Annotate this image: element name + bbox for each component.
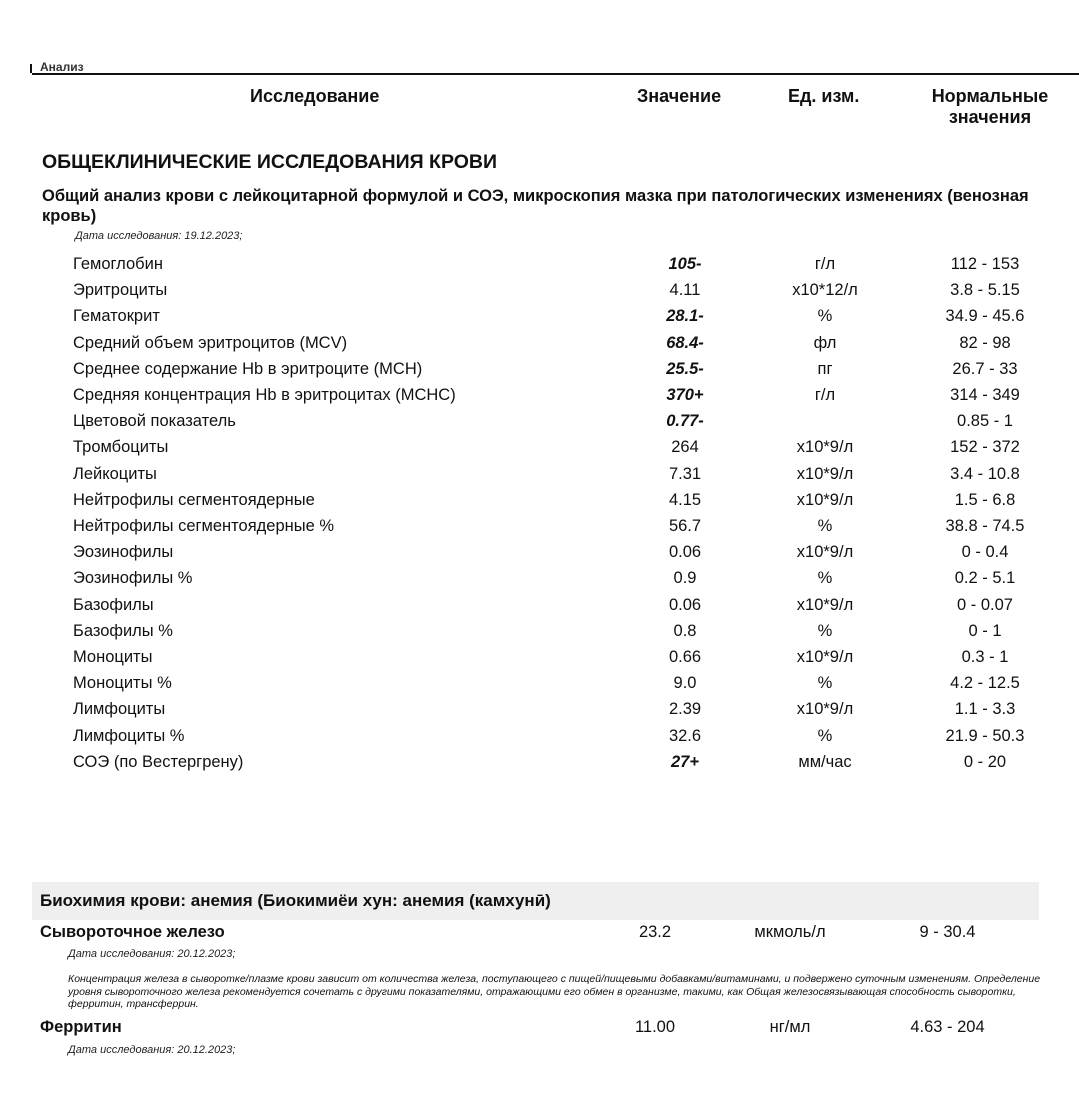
table-row bbox=[0, 438, 1079, 464]
cbc-date: Дата исследования: 19.12.2023; bbox=[75, 230, 243, 242]
result-unit: фл bbox=[813, 333, 837, 352]
biochemistry-section-title: Биохимия крови: анемия (Биокимиёи хун: анемия (камхунӣ) bbox=[40, 891, 551, 910]
result-unit: мм/час bbox=[798, 752, 852, 771]
result-value: 0.8 bbox=[673, 621, 697, 640]
table-row bbox=[0, 674, 1079, 700]
result-reference: 0.2 - 5.1 bbox=[954, 569, 1016, 588]
table-row bbox=[0, 517, 1079, 543]
result-name: Базофилы bbox=[73, 595, 154, 614]
result-name: Моноциты % bbox=[73, 674, 172, 693]
result-name: Гемоглобин bbox=[73, 255, 163, 273]
table-row bbox=[0, 700, 1079, 726]
table-row bbox=[0, 465, 1079, 491]
table-row bbox=[0, 360, 1079, 386]
table-row bbox=[0, 334, 1079, 360]
iron-note: Концентрация железа в сыворотке/плазме крови зависит от количества железа, поступающего с пищей/пищевыми добавками/витаминами, и подвержено суточным изменениям. Определение уровня сывороточного железа рекомендуется сочетать с другими показателями, отражающими его обмен в организме, такими, как Общая железосвязывающая способность сыворотки, ферритин, трансферрин. bbox=[68, 973, 1041, 1010]
result-value: 28.1- bbox=[666, 307, 704, 326]
table-row bbox=[0, 255, 1079, 281]
result-reference: 38.8 - 74.5 bbox=[945, 517, 1025, 535]
ferritin-reference: 4.63 - 204 bbox=[910, 1018, 985, 1036]
result-reference: 0 - 20 bbox=[963, 752, 1007, 771]
result-reference: 0.3 - 1 bbox=[961, 648, 1009, 666]
result-reference: 152 - 372 bbox=[950, 438, 1020, 457]
ferritin-name: Ферритин bbox=[40, 1018, 122, 1036]
ferritin-value: 11.00 bbox=[634, 1018, 676, 1036]
result-value: 105- bbox=[668, 255, 702, 273]
result-value: 0.9 bbox=[673, 569, 697, 588]
biochemistry-section-bar bbox=[32, 882, 1039, 920]
cut-off-header-fragment bbox=[30, 58, 120, 73]
table-row bbox=[0, 648, 1079, 674]
header-reference-line2: значения bbox=[948, 107, 1032, 127]
result-name: Моноциты bbox=[73, 648, 153, 666]
result-reference: 0 - 0.4 bbox=[961, 543, 1009, 562]
result-unit: пг bbox=[817, 359, 833, 378]
result-name: Гематокрит bbox=[73, 307, 160, 326]
result-name: Эозинофилы % bbox=[73, 569, 193, 588]
iron-reference: 9 - 30.4 bbox=[919, 923, 976, 941]
header-value: Значение bbox=[637, 86, 722, 106]
result-reference: 82 - 98 bbox=[959, 333, 1011, 352]
table-row bbox=[0, 281, 1079, 307]
result-value: 7.31 bbox=[668, 464, 702, 483]
result-name: Лейкоциты bbox=[73, 464, 157, 483]
result-value: 56.7 bbox=[668, 517, 702, 535]
ferritin-date: Дата исследования: 20.12.2023; bbox=[68, 1044, 236, 1056]
result-unit: % bbox=[817, 307, 833, 326]
result-name: СОЭ (по Вестергрену) bbox=[73, 752, 244, 771]
table-row bbox=[0, 307, 1079, 333]
result-value: 4.15 bbox=[668, 490, 702, 509]
result-value: 68.4- bbox=[666, 333, 704, 352]
result-reference: 314 - 349 bbox=[950, 386, 1020, 404]
section-title: ОБЩЕКЛИНИЧЕСКИЕ ИССЛЕДОВАНИЯ КРОВИ bbox=[42, 151, 497, 173]
table-row bbox=[0, 569, 1079, 595]
result-value: 264 bbox=[671, 438, 699, 457]
ferritin-unit: нг/мл bbox=[769, 1018, 811, 1036]
result-reference: 26.7 - 33 bbox=[952, 359, 1018, 378]
header-reference bbox=[905, 86, 1075, 128]
result-value: 32.6 bbox=[668, 726, 702, 745]
result-unit: % bbox=[817, 674, 833, 693]
result-name: Эритроциты bbox=[73, 281, 168, 300]
header-unit: Ед. изм. bbox=[788, 86, 860, 106]
result-name: Лимфоциты bbox=[73, 700, 166, 719]
table-row bbox=[0, 412, 1079, 438]
result-unit: г/л bbox=[814, 255, 836, 273]
result-unit: % bbox=[817, 621, 833, 640]
iron-name: Сывороточное железо bbox=[40, 923, 225, 941]
result-unit: x10*9/л bbox=[796, 543, 854, 562]
result-unit: x10*9/л bbox=[796, 595, 854, 614]
result-unit: x10*9/л bbox=[796, 438, 854, 457]
result-name: Средний объем эритроцитов (MCV) bbox=[73, 333, 348, 352]
result-value: 27+ bbox=[671, 752, 699, 771]
result-value: 0.06 bbox=[668, 595, 702, 614]
table-row bbox=[0, 622, 1079, 648]
result-value: 2.39 bbox=[668, 700, 702, 719]
result-value: 0.06 bbox=[668, 543, 702, 562]
result-name: Эозинофилы bbox=[73, 543, 174, 562]
cut-off-header-text: Анализ bbox=[40, 60, 84, 73]
result-reference: 3.8 - 5.15 bbox=[950, 281, 1020, 300]
result-name: Лимфоциты % bbox=[73, 726, 185, 745]
result-reference: 34.9 - 45.6 bbox=[945, 307, 1025, 326]
header-test: Исследование bbox=[250, 86, 380, 106]
table-top-rule bbox=[32, 73, 1079, 75]
iron-value: 23.2 bbox=[638, 923, 672, 941]
table-row bbox=[0, 386, 1079, 412]
result-unit: % bbox=[817, 726, 833, 745]
result-reference: 0.85 - 1 bbox=[957, 412, 1013, 431]
table-row bbox=[0, 491, 1079, 517]
iron-date: Дата исследования: 20.12.2023; bbox=[68, 948, 236, 960]
result-name: Нейтрофилы сегментоядерные bbox=[73, 490, 315, 509]
result-name: Средняя концентрация Hb в эритроцитах (MCHC) bbox=[73, 386, 456, 404]
result-name: Базофилы % bbox=[73, 621, 173, 640]
result-reference: 0 - 0.07 bbox=[957, 595, 1013, 614]
result-unit: x10*9/л bbox=[796, 490, 854, 509]
result-unit: % bbox=[817, 569, 833, 588]
result-value: 4.11 bbox=[669, 281, 701, 300]
result-name: Нейтрофилы сегментоядерные % bbox=[73, 517, 335, 535]
table-row bbox=[0, 596, 1079, 622]
table-row bbox=[0, 543, 1079, 569]
result-name: Среднее содержание Hb в эритроците (MCH) bbox=[73, 359, 423, 378]
result-value: 25.5- bbox=[666, 359, 704, 378]
result-value: 0.77- bbox=[666, 412, 704, 431]
result-reference: 1.1 - 3.3 bbox=[954, 700, 1016, 719]
result-name: Цветовой показатель bbox=[73, 412, 236, 431]
result-unit: % bbox=[817, 517, 833, 535]
result-reference: 21.9 - 50.3 bbox=[945, 726, 1025, 745]
result-unit: г/л bbox=[814, 386, 836, 404]
result-unit: x10*12/л bbox=[792, 281, 858, 300]
result-reference: 1.5 - 6.8 bbox=[954, 490, 1016, 509]
table-row bbox=[0, 753, 1079, 779]
result-unit: x10*9/л bbox=[796, 648, 854, 666]
result-reference: 112 - 153 bbox=[950, 255, 1020, 273]
table-row bbox=[0, 727, 1079, 753]
result-reference: 0 - 1 bbox=[968, 621, 1002, 640]
iron-unit: мкмоль/л bbox=[754, 923, 826, 941]
result-value: 0.66 bbox=[668, 648, 702, 666]
result-unit: x10*9/л bbox=[796, 464, 854, 483]
subsection-title: Общий анализ крови с лейкоцитарной формулой и СОЭ, микроскопия мазка при патологических изменениях (венозная кровь) bbox=[42, 187, 1029, 225]
result-value: 370+ bbox=[666, 386, 704, 404]
result-reference: 3.4 - 10.8 bbox=[950, 464, 1020, 483]
result-value: 9.0 bbox=[673, 674, 697, 693]
result-name: Тромбоциты bbox=[73, 438, 169, 457]
result-unit: x10*9/л bbox=[796, 700, 854, 719]
result-reference: 4.2 - 12.5 bbox=[950, 674, 1020, 693]
header-reference-line1: Нормальные bbox=[931, 86, 1049, 106]
